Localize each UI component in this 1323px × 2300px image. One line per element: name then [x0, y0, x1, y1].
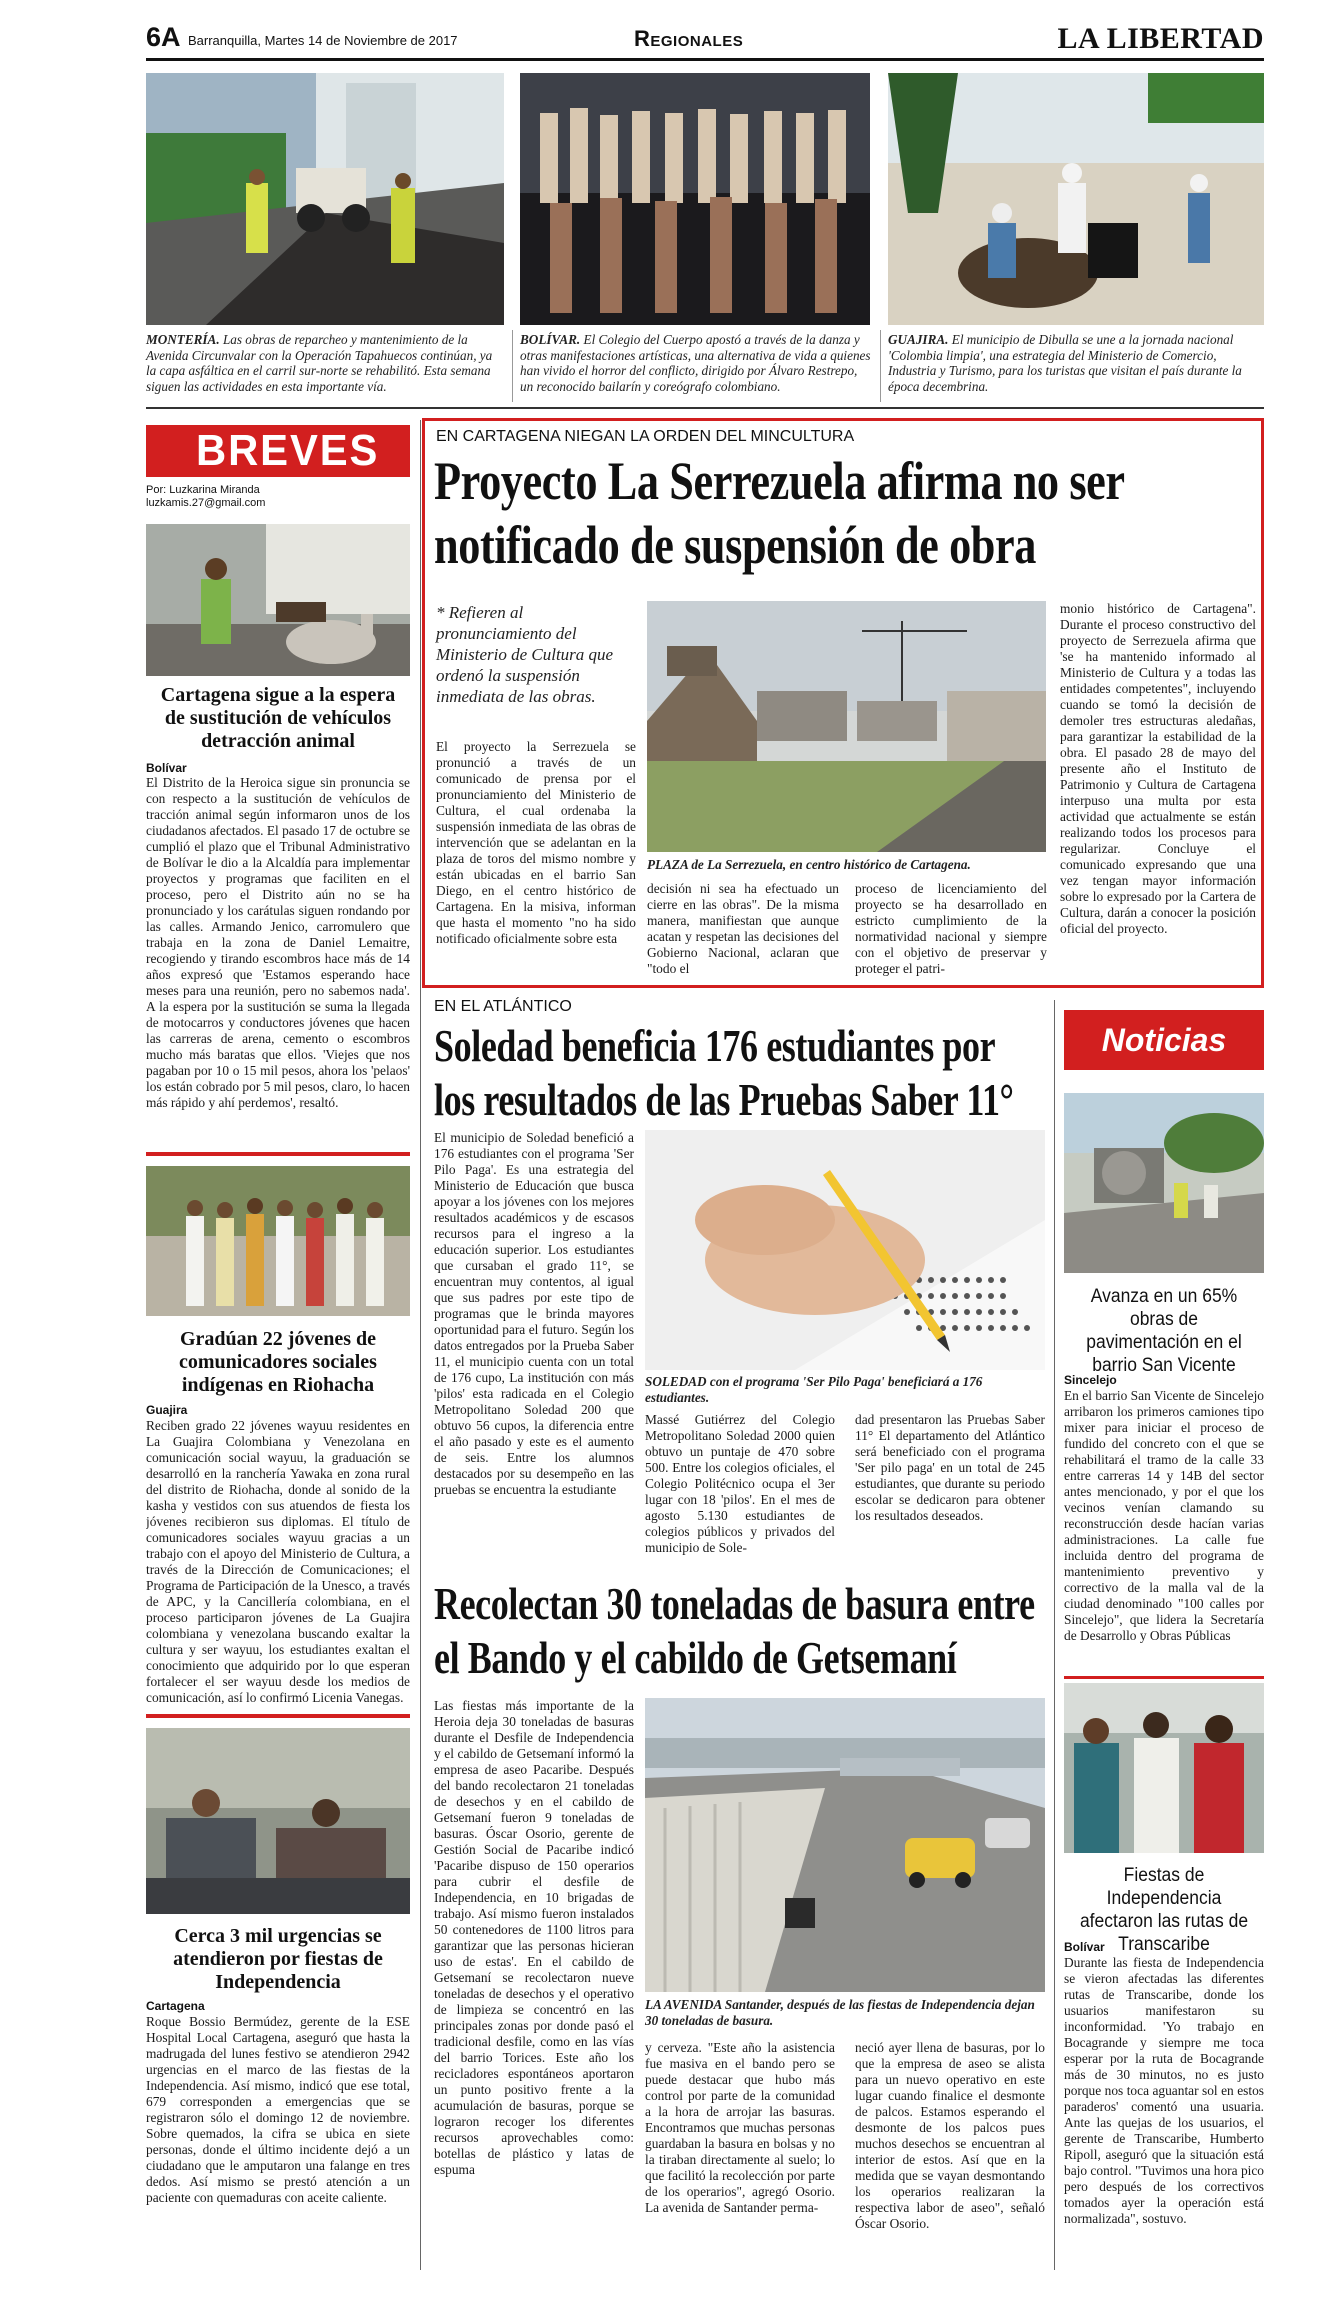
- paving-photo: [1064, 1093, 1264, 1273]
- masthead: LA LIBERTAD: [1057, 22, 1264, 55]
- monteria-photo: [146, 73, 504, 325]
- carromula-photo: [146, 524, 410, 676]
- brief-2-place: Guajira: [146, 1403, 188, 1417]
- hospital-photo: [146, 1728, 410, 1914]
- basura-headline-1: Recolectan 30 toneladas de basura entre: [434, 1579, 1035, 1629]
- soledad-headline-2: los resultados de las Pruebas Saber 11°: [434, 1075, 1014, 1125]
- brief-1-text: El Distrito de la Heroica sigue sin pronuncia se con respecto a la sustitución de vehículos de tracción animal según informaron unos de los ciudadanos afectados. El pasado 17 de octubre se cumplió el plazo que el Tribunal Administrativo de Bolívar le dio a la Alcaldía para implementar proyectos y programas que faciliten en el proceso, pero el Distrito aún no se ha pronunciado y los carátulas siguen rondando por las calles. Armando Jenico, carromulero que trabaja en la zona de Daniel Lemaitre, recogiendo y tirando escombros hace más de 14 años expresó que 'Estamos esperando hace meses para una reunión, pero no sabemos nada'. A la espera por la sustitución se suma la llegada de motocarros y conductores jóvenes que hacen las carreras de arena, cemento o escombros mucho más baratas que ellos. 'Viejes que nos pagaban por 10 o 15 mil pesos, ahora los 'pelaos' los están cobrado por 5 mil pesos, claro, lo hacen más rápido y ahí perdemos', resaltó.: [146, 775, 410, 1110]
- monteria-caption: MONTERÍA. Las obras de reparcheo y mantenimiento de la Avenida Circunvalar con la Operación Tapahuecos continúan, ya la capa asfáltica en el carril sur-norte se rehabilitó. Esta semana siguen las actividades en esta importante vía.: [146, 332, 493, 394]
- section-name: Regionales: [634, 26, 744, 51]
- noticia-1-text: En el barrio San Vicente de Sincelejo arribaron los primeros camiones tipo mixer para iniciar el proceso de fundido del concreto con el que se rehabilitará el tramo de la calle 33 entre carreras 14 y 14B del sector antes mencionado, y por el que los vecinos venían clamando su reconstrucción desde hacían varias administraciones. La calle fue incluida dentro del programa de mantenimiento preventivo y correctivo de la malla val de la ciudad denominado "100 calles por Sincelejo", que lidera la Secretaría de Desarrollo y Obras Públicas: [1064, 1388, 1264, 1643]
- breves-byline: [146, 484, 410, 510]
- brief-2-title: Gradúan 22 jóvenes de comunicadores sociales indígenas en Riohacha: [179, 1328, 377, 1396]
- brief-1-place: Bolívar: [146, 761, 187, 775]
- noticia-separator: [1064, 1676, 1264, 1679]
- breves-banner-text: BREVES: [196, 426, 380, 475]
- noticia-1-title: Avanza en un 65% obras de pavimentación en el barrio San Vicente: [1086, 1286, 1242, 1376]
- serrezuela-headline-1: Proyecto La Serrezuela afirma no ser: [434, 451, 1125, 511]
- basura-col3: neció ayer llena de basuras, por lo que la empresa de aseo se alista para un nuevo operativo en este lugar cuando finalice el desmonte de palcos. Estamos esperando el desmonte de los palcos pues muchos desechos se encuentran al interior de estos. Así que en la medida que se vayan desmontando los operarios realizaran la respectiva labor de aseo", señaló Óscar Osorio.: [855, 2040, 1045, 2231]
- soledad-exam-photo: [645, 1130, 1045, 1370]
- basura-photo-caption: LA AVENIDA Santander, después de las fiestas de Independencia dejan 30 toneladas de basura.: [645, 1997, 1035, 2028]
- guajira-cleanup-photo: [888, 73, 1264, 325]
- byline-author: Por: Luzkarina Miranda: [146, 484, 260, 496]
- serrezuela-photo-caption: PLAZA de La Serrezuela, en centro histórico de Cartagena.: [647, 857, 971, 872]
- serrezuela-summary: * Refieren al pronunciamiento del Ministerio de Cultura que ordenó la suspensión inmediata de las obras.: [436, 603, 614, 706]
- serrezuela-col3: proceso de licenciamiento del proyecto se ha desarrollado en estricto cumplimiento de la normatividad nacional y siempre con el objetivo de preservar y proteger el patri-: [855, 881, 1047, 976]
- page-header: [146, 22, 1264, 56]
- monteria-place: MONTERÍA.: [146, 332, 220, 347]
- wayuu-graduation-photo: [146, 1166, 410, 1316]
- avenida-santander-photo: [645, 1698, 1045, 1992]
- guajira-caption: GUAJIRA. El municipio de Dibulla se une a la jornada nacional 'Colombia limpia', una estrategia del Ministerio de Comercio, Industria y Turismo, para los turistas que visitan el país durante la época decembrina.: [888, 332, 1242, 394]
- serrezuela-photo: [647, 601, 1046, 852]
- noticia-1-place: Sincelejo: [1064, 1373, 1117, 1387]
- bolivar-place: BOLÍVAR.: [520, 332, 581, 347]
- transcaribe-photo: [1064, 1683, 1264, 1853]
- brief-separator: [146, 1714, 410, 1718]
- serrezuela-col1: El proyecto la Serrezuela se pronunció a través de un comunicado de prensa por el pronunciamiento del Ministerio de Cultura, el cual ordenaba la suspensión inmediata de las obras de intervención que se adelantan en la plaza de toros del mismo nombre y están ubicadas en el barrio San Diego, en el centro histórico de Cartagena. En la misiva, informan que hasta el momento "no ha sido notificado oficialmente sobre esta: [436, 739, 636, 946]
- serrezuela-col4: monio histórico de Cartagena". Durante el proceso constructivo del proyecto de Serrezuela afirma que 'se ha mantenido informado al Ministerio de Cultura y a todas las entidades competentes", incluyendo cuando se tomó la decisión de demoler tres estructuras aledañas, para garantizar la estabilidad de la obra. El pasado 28 de mayo del presente año el Instituto de Patrimonio y Cultura de Cartagena interpuso una multa por esta actividad que actualmente se están realizando todos los procesos para regularizar. Concluye el comunicado expresando que una vez tengan mayor información sobre lo expresado por la Cartera de Cultura, darán a conocer la posición oficial del proyecto.: [1060, 601, 1256, 936]
- serrezuela-headline: [434, 450, 1254, 580]
- header-rule: [146, 58, 1264, 61]
- divider: [512, 330, 513, 402]
- noticias-banner-text: Noticias: [1101, 1022, 1227, 1058]
- brief-1-title: Cartagena sigue a la espera de sustitución de vehículos detracción animal: [160, 684, 396, 752]
- soledad-kicker: EN EL ATLÁNTICO: [434, 998, 572, 1015]
- top-rule: [146, 407, 1264, 409]
- guajira-place: GUAJIRA.: [888, 332, 949, 347]
- soledad-col1: El municipio de Soledad benefició a 176 estudiantes con el programa 'Ser Pilo Paga'. Es una estrategia del Ministerio de Educación que busca apoyar a los jóvenes con los mejores resultados académicos y de escasos recursos para el ingreso a la educación superior. Los estudiantes que cursaban el grado 11°, se encuentran muy contentos, al igual que sus padres por este tipo de programas que le brinda mayores oportunidad para el futuro. Según los datos entregados por la Prueba Saber 11, el municipio cuenta con un total de 176 cupo, La institución con más 'pilos' esta radicada en el Colegio Metropolitano Soledad 200 que obtuvo 56 cupos, la diferencia entre el año pasado y este es el aumento de seis. Entre los alumnos destacados por su desempeño en las pruebas se encuentra la estudiante: [434, 1130, 634, 1497]
- bolivar-dance-photo: [520, 73, 870, 325]
- noticia-2-place: Bolívar: [1064, 1940, 1105, 1954]
- soledad-headline: [434, 1020, 1054, 1140]
- basura-headline: [434, 1578, 1054, 1688]
- basura-headline-2: el Bando y el cabildo de Getsemaní: [434, 1633, 957, 1683]
- brief-separator: [146, 1152, 410, 1156]
- serrezuela-headline-2: notificado de suspensión de obra: [434, 515, 1037, 575]
- basura-col2: y cerveza. "Este año la asistencia fue masiva en el bando pero se puede destacar que hubo más control por parte de la comunidad a la hora de arrojar las basuras. Encontramos que muchas personas guardaban la basura en bolsas y no la tiraban directamente al suelo; lo que facilitó la recolección por parte de los operarios", agregó Osorio. La avenida de Santander perma-: [645, 2040, 835, 2215]
- bolivar-caption: BOLÍVAR. El Colegio del Cuerpo apostó a través de la danza y otras manifestaciones artísticas, una alternativa de vida a quienes han vivido el horror del conflicto, dirigido por Álvaro Restrepo, un reconocido bailarín y coreógrafo colombiano.: [520, 332, 871, 394]
- basura-col1: Las fiestas más importante de la Heroia deja 30 toneladas de basuras durante el Desfile de Independencia y el cabildo de Getsemaní informó la empresa de aseo Pacaribe. Después del bando recolectaron 21 toneladas de desechos y en el cabildo de Getsemaní fueron 9 toneladas de basuras. Óscar Osorio, gerente de Gestión Social de Pacaribe indicó 'Pacaribe dispuso de 150 operarios para cubrir el desfile de Independencia, en 10 brigadas de trabajo. Así mismo fueron instalados 50 contenedores de 1100 litros para garantizar que las personas hicieran uso de estas'. En el cabildo de Getsemaní se recolectaron nueve toneladas de desechos y el operativo de limpieza se concentró en las principales zonas por donde pasó el tradicional desfile, como en las vías del barrio Torices. Este año los recicladores espontáneos aportaron un punto positivo frente a la acumulación de basuras, porque se lograron recoger los diferentes recursos aprovechables como: botellas de plástico y latas de espuma: [434, 1698, 634, 2177]
- noticia-2-title: Fiestas de Independencia afectaron las rutas de Transcaribe: [1079, 1865, 1249, 1955]
- noticias-banner: [1064, 1010, 1264, 1070]
- breves-banner: [146, 425, 410, 477]
- soledad-headline-1: Soledad beneficia 176 estudiantes por: [434, 1021, 996, 1071]
- brief-3-text: Roque Bossio Bermúdez, gerente de la ESE Hospital Local Cartagena, aseguró que hasta la madrugada del lunes festivo se atendieron 2942 urgencias en el marco de las fiestas de la Independencia. Así mismo, indicó que ese total, 679 corresponden a emergencias que se registraron sólo el domingo 12 de noviembre. Sobre quemados, la cifra se ubica en siete personas, donde el último incidente dejó a un ciudadano que le amputaron una falange en tres dedos. Así mismo se prestó atención a un paciente con quemaduras con aceite caliente.: [146, 2014, 410, 2205]
- column-divider: [420, 420, 421, 2270]
- divider: [880, 330, 881, 402]
- brief-3-place: Cartagena: [146, 1999, 205, 2013]
- dateline: Barranquilla, Martes 14 de Noviembre de 2017: [188, 33, 458, 48]
- noticia-2-text: Durante las fiesta de Independencia se vieron afectadas las diferentes rutas de Transcaribe, donde los usuarios manifestaron su inconformidad. 'Yo trabajo en Bocagrande y siempre me toca esperar por la ruta de Bocagrande más de 30 minutos, no es justo porque nos toca aguantar sol en estos paraderos' comentó una usuaria. Ante las quejas de los usuarios, el gerente de Transcaribe, Humberto Ripoll, aseguró que la situación está bajo control. "Tuvimos una hora pico pero después de los correctivos tomados ayer la operación está normalizada", sostuvo.: [1064, 1955, 1264, 2226]
- byline-email: luzkamis.27@gmail.com: [146, 497, 266, 509]
- brief-2-text: Reciben grado 22 jóvenes wayuu residentes en La Guajira Colombiana y Venezolana en comunicación social wayuu, la graduación se desarrolló en la ranchería Yawaka en zona rural del distrito de Riohacha, donde al sonido de la kasha y vestidos con sus atuendos de fiesta los jóvenes recibieron sus diplomas. El título de comunicadores sociales wayuu gracias a un trabajo con el apoyo del Ministerio de Cultura, a través de la Dirección de Comunicaciones; el Programa de Participación de la Unesco, a través de APC, y la Cancillería colombiana, en el proceso participaron jóvenes de La Guajira colombiana y venezolana buscando exaltar la cultura y ser wayuu, los estudiantes exaltan el conocimiento que adquirido por lo que esperan fortalecer el ser wayuu desde los medios de comunicación, así lo confirmó Licenia Vanegas.: [146, 1418, 410, 1705]
- page-number: 6A: [146, 22, 181, 52]
- serrezuela-kicker: EN CARTAGENA NIEGAN LA ORDEN DEL MINCULTURA: [436, 428, 855, 445]
- soledad-photo-caption: SOLEDAD con el programa 'Ser Pilo Paga' beneficiará a 176 estudiantes.: [645, 1374, 983, 1405]
- serrezuela-col2: decisión ni sea ha efectuado un cierre en las obras". De la misma manera, manifiestan que aunque acatan y respetan las decisiones del Gobierno Nacional, aclaran que "todo el: [647, 881, 839, 976]
- soledad-col2: Massé Gutiérrez del Colegio Metropolitano Soledad 2000 quien obtuvo un puntaje de 470 sobre 500. Entre los colegios oficiales, el Colegio Politécnico ocupa el 3er lugar con 18 'pilos'. En el mes de agosto 5.130 estudiantes de colegios públicos y privados del municipio de Sole-: [645, 1412, 835, 1555]
- soledad-col3: dad presentaron las Pruebas Saber 11° El departamento del Atlántico será beneficiado con el programa 'Ser pilo paga' en un total de 245 estudiantes, que durante su periodo escolar se dedicaron para obtener los resultados deseados.: [855, 1412, 1045, 1523]
- column-divider: [1054, 1000, 1055, 2270]
- brief-3-title: Cerca 3 mil urgencias se atendieron por fiestas de Independencia: [173, 1925, 383, 1993]
